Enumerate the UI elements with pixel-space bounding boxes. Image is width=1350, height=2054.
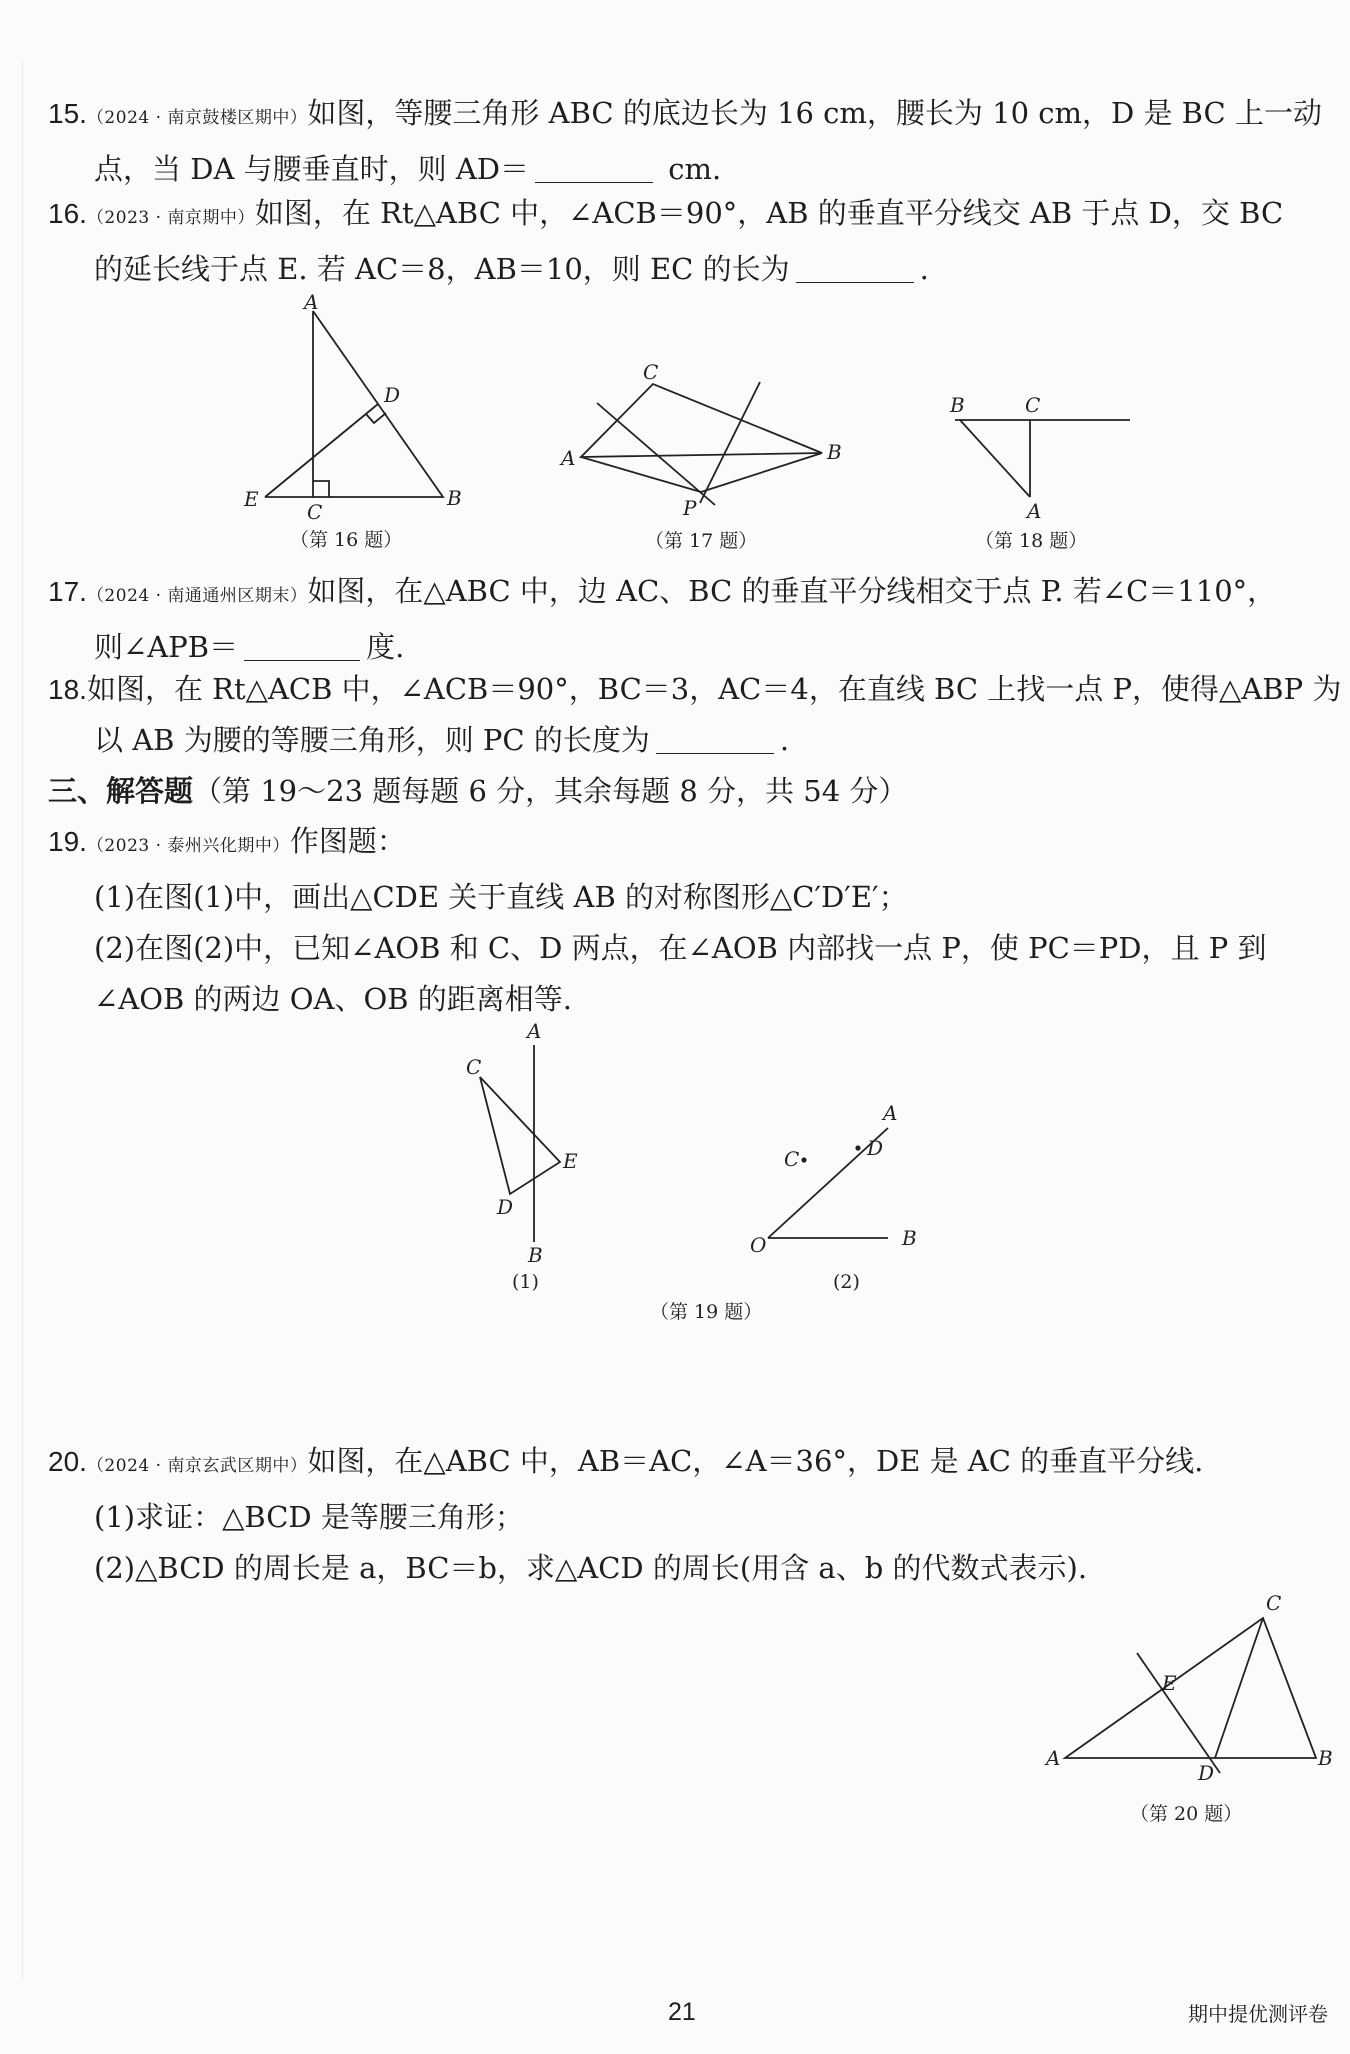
right-angle-mark-d bbox=[366, 413, 386, 423]
question-source: （2023 · 泰州兴化期中） bbox=[86, 836, 290, 856]
question-source: （2024 · 南京玄武区期中） bbox=[86, 1456, 308, 1476]
question-text: . bbox=[919, 252, 929, 286]
segment-ab bbox=[960, 420, 1030, 497]
triangle-cde bbox=[480, 1077, 560, 1194]
figure-caption: （第 19 题） bbox=[650, 1301, 763, 1323]
perpendicular-bisector-ed bbox=[265, 404, 378, 497]
question-part: (1)在图(1)中，画出△CDE 关于直线 AB 的对称图形△C′D′E′； bbox=[94, 880, 908, 914]
figure-16 bbox=[240, 290, 480, 560]
label-d: D bbox=[1198, 1761, 1215, 1785]
label-b: B bbox=[950, 393, 965, 417]
label-e: E bbox=[244, 487, 259, 511]
question-text: 的延长线于点 E. 若 AC＝8，AB＝10，则 EC 的长为 bbox=[94, 252, 790, 286]
figure-17 bbox=[555, 355, 855, 560]
question-15 bbox=[48, 88, 1322, 195]
label-c: C bbox=[1025, 393, 1041, 417]
figure-18 bbox=[935, 390, 1155, 560]
answer-blank[interactable] bbox=[535, 152, 653, 183]
figure-caption: （第 20 题） bbox=[1130, 1803, 1243, 1825]
label-c: C bbox=[1266, 1591, 1282, 1615]
label-c: C bbox=[307, 500, 323, 524]
question-text: 作图题： bbox=[289, 824, 406, 858]
question-16 bbox=[48, 188, 1318, 295]
question-source: （2023 · 南京期中） bbox=[86, 208, 255, 228]
label-a: A bbox=[883, 1101, 898, 1125]
perpendicular-bisector-ac bbox=[597, 403, 715, 505]
question-17 bbox=[48, 566, 1318, 673]
label-c: C bbox=[466, 1055, 482, 1079]
label-o: O bbox=[750, 1233, 767, 1257]
label-b: B bbox=[447, 486, 462, 510]
label-p: P bbox=[683, 496, 697, 520]
question-text: 度. bbox=[366, 630, 405, 664]
triangle-abc bbox=[1065, 1618, 1316, 1758]
question-text: 则∠APB＝ bbox=[94, 630, 239, 664]
label-a: A bbox=[1027, 499, 1042, 523]
answer-blank[interactable] bbox=[796, 252, 914, 283]
question-number: 17. bbox=[48, 576, 87, 607]
label-b: B bbox=[827, 440, 842, 464]
figure-caption-1: (1) bbox=[512, 1271, 539, 1293]
label-b: B bbox=[528, 1243, 543, 1267]
label-c: C bbox=[784, 1147, 800, 1171]
segment-ap bbox=[581, 457, 701, 492]
question-text: 如图，在 Rt△ABC 中，∠ACB＝90°，AB 的垂直平分线交 AB 于点 D，交 BC bbox=[254, 196, 1284, 230]
label-a: A bbox=[1046, 1746, 1061, 1770]
question-part: (1)求证：△BCD 是等腰三角形； bbox=[94, 1500, 524, 1534]
question-number: 20. bbox=[48, 1446, 87, 1477]
question-number: 18. bbox=[48, 674, 87, 705]
question-part: (2)在图(2)中，已知∠AOB 和 C、D 两点，在∠AOB 内部找一点 P，使 PC＝PD，且 P 到 bbox=[94, 931, 1267, 965]
label-d: D bbox=[497, 1195, 514, 1219]
book-title: 期中提优测评卷 bbox=[1188, 2002, 1328, 2026]
figure-caption: （第 17 题） bbox=[645, 530, 758, 552]
question-19 bbox=[48, 816, 1318, 1025]
question-text: 如图，在△ABC 中，边 AC、BC 的垂直平分线相交于点 P. 若∠C＝110°， bbox=[307, 574, 1277, 608]
question-18 bbox=[48, 664, 1342, 766]
label-d: D bbox=[867, 1136, 884, 1160]
section-note: （第 19～23 题每题 6 分，其余每题 8 分，共 54 分） bbox=[193, 774, 908, 808]
figure-19 bbox=[440, 1020, 980, 1330]
figure-caption: （第 18 题） bbox=[975, 530, 1088, 552]
question-text: 如图，在 Rt△ACB 中，∠ACB＝90°，BC＝3，AC＝4，在直线 BC 上找一点 P，使得△ABP 为 bbox=[86, 672, 1342, 706]
label-a: A bbox=[304, 290, 319, 314]
figure-20 bbox=[1040, 1580, 1340, 1840]
label-a: A bbox=[527, 1019, 542, 1043]
label-a: A bbox=[561, 446, 576, 470]
page-edge-shadow bbox=[22, 60, 23, 1980]
question-text: 以 AB 为腰的等腰三角形，则 PC 的长度为 bbox=[94, 723, 650, 757]
question-part: (2)△BCD 的周长是 a，BC＝b，求△ACD 的周长(用含 a、b 的代数式表示). bbox=[94, 1551, 1088, 1585]
question-text: 如图，在△ABC 中，AB＝AC，∠A＝36°，DE 是 AC 的垂直平分线. bbox=[307, 1444, 1204, 1478]
figure-caption: （第 16 题） bbox=[290, 529, 403, 551]
label-b: B bbox=[1318, 1746, 1333, 1770]
question-source: （2024 · 南京鼓楼区期中） bbox=[86, 108, 308, 128]
question-text: 点，当 DA 与腰垂直时，则 AD＝ bbox=[94, 152, 530, 186]
perpendicular-bisector-bc bbox=[700, 382, 760, 503]
question-text: cm. bbox=[659, 152, 722, 186]
figure-caption-2: (2) bbox=[833, 1271, 860, 1293]
question-text: . bbox=[779, 723, 790, 757]
question-number: 19. bbox=[48, 826, 87, 857]
label-d: D bbox=[384, 383, 401, 407]
point-d bbox=[855, 1145, 860, 1150]
segment-dc bbox=[1215, 1618, 1263, 1758]
section-heading bbox=[48, 766, 907, 817]
answer-blank[interactable] bbox=[656, 723, 774, 754]
answer-blank[interactable] bbox=[244, 630, 360, 661]
label-e: E bbox=[1162, 1671, 1177, 1695]
question-source: （2024 · 南通通州区期末） bbox=[86, 586, 308, 606]
point-c bbox=[801, 1157, 806, 1162]
page-number: 21 bbox=[668, 1998, 696, 2026]
label-b: B bbox=[902, 1226, 917, 1250]
perpendicular-bisector-de bbox=[1137, 1653, 1220, 1773]
question-20 bbox=[48, 1436, 1318, 1594]
label-e: E bbox=[563, 1149, 578, 1173]
question-number: 16. bbox=[48, 198, 87, 229]
label-c: C bbox=[643, 360, 659, 384]
section-title: 三、解答题 bbox=[48, 774, 194, 808]
question-text: 如图，等腰三角形 ABC 的底边长为 16 cm，腰长为 10 cm，D 是 BC 上一动 bbox=[307, 96, 1322, 130]
question-number: 15. bbox=[48, 98, 87, 129]
segment-bp bbox=[701, 453, 822, 492]
question-text: ∠AOB 的两边 OA、OB 的距离相等. bbox=[94, 982, 573, 1016]
right-angle-mark-c bbox=[313, 481, 329, 497]
